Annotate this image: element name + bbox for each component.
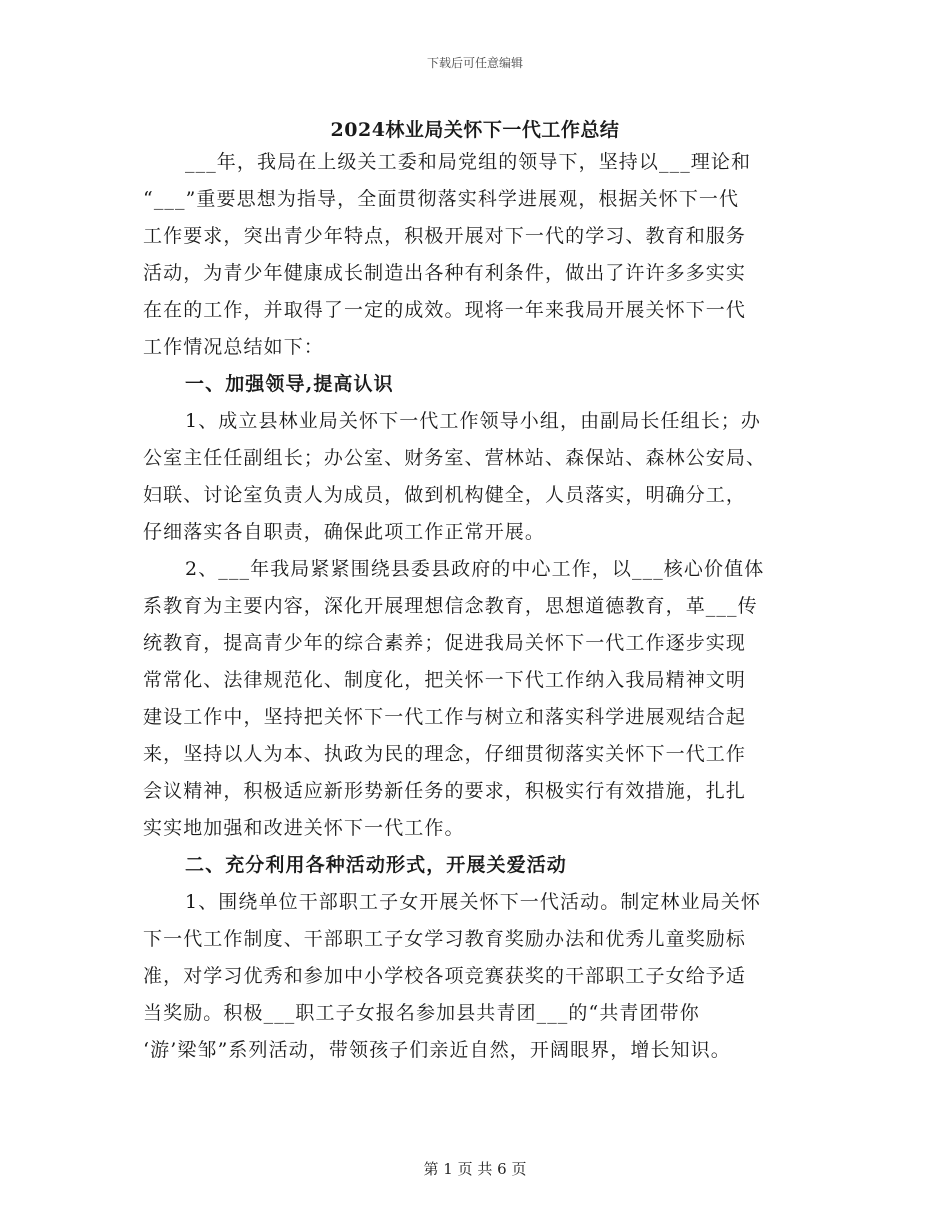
body-line: 1、成立县林业局关怀下一代工作领导小组，由副局长任组长；办 [185, 410, 761, 432]
body-line: 统教育，提高青少年的综合素养；促进我局关怀下一代工作逐步实现 [143, 632, 747, 654]
body-line: 会议精神，积极适应新形势新任务的要求，积极实行有效措施，扎扎 [143, 780, 747, 802]
body-line: 活动，为青少年健康成长制造出各种有利条件，做出了许许多多实实 [143, 262, 747, 284]
body-line: 工作要求，突出青少年特点，积极开展对下一代的学习、教育和服务 [143, 225, 747, 247]
page-number: 第 1 页 共 6 页 [423, 1160, 527, 1178]
body-line: 当奖励。积极___职工子女报名参加县共青团___的“共青团带你 [143, 1002, 700, 1024]
section-heading-2: 二、充分利用各种活动形式，开展关爱活动 [185, 854, 567, 876]
body-line: 实实地加强和改进关怀下一代工作。 [143, 817, 465, 839]
body-line: 公室主任任副组长；办公室、财务室、营林站、森保站、森林公安局、 [143, 447, 767, 469]
body-line: 准，对学习优秀和参加中小学校各项竞赛获奖的干部职工子女给予适 [143, 965, 747, 987]
body-line: 来，坚持以人为本、执政为民的理念，仔细贯彻落实关怀下一代工作 [143, 743, 747, 765]
body-line: “___”重要思想为指导，全面贯彻落实科学进展观，根据关怀下一代 [143, 188, 740, 210]
body-line: 系教育为主要内容，深化开展理想信念教育，思想道德教育，革___传 [143, 595, 758, 617]
body-line: 下一代工作制度、干部职工子女学习教育奖励办法和优秀儿童奖励标 [143, 928, 747, 950]
document-body [143, 144, 807, 1069]
document-title: 2024林业局关怀下一代工作总结 [330, 119, 620, 141]
body-line: 在在的工作，并取得了一定的成效。现将一年来我局开展关怀下一代 [143, 299, 747, 321]
body-line: 建设工作中，坚持把关怀下一代工作与树立和落实科学进展观结合起 [143, 706, 747, 728]
body-line: 仔细落实各自职责，确保此项工作正常开展。 [143, 521, 546, 543]
body-line: 妇联、讨论室负责人为成员，做到机构健全，人员落实，明确分工， [143, 484, 747, 506]
section-heading-1: 一、加强领导,提高认识 [185, 373, 394, 395]
body-line: ___年，我局在上级关工委和局党组的领导下，坚持以___理论和 [185, 151, 752, 173]
body-line: 1、围绕单位干部职工子女开展关怀下一代活动。制定林业局关怀 [185, 891, 761, 913]
body-line: 常常化、法律规范化、制度化，把关怀一下代工作纳入我局精神文明 [143, 669, 747, 691]
body-line: ‘游’梁邹”系列活动，带领孩子们亲近自然，开阔眼界，增长知识。 [143, 1039, 731, 1061]
body-line: 工作情况总结如下： [143, 336, 324, 358]
body-line: 2、___年我局紧紧围绕县委县政府的中心工作，以___核心价值体 [185, 558, 765, 580]
page-header-note: 下载后可任意编辑 [426, 56, 523, 70]
